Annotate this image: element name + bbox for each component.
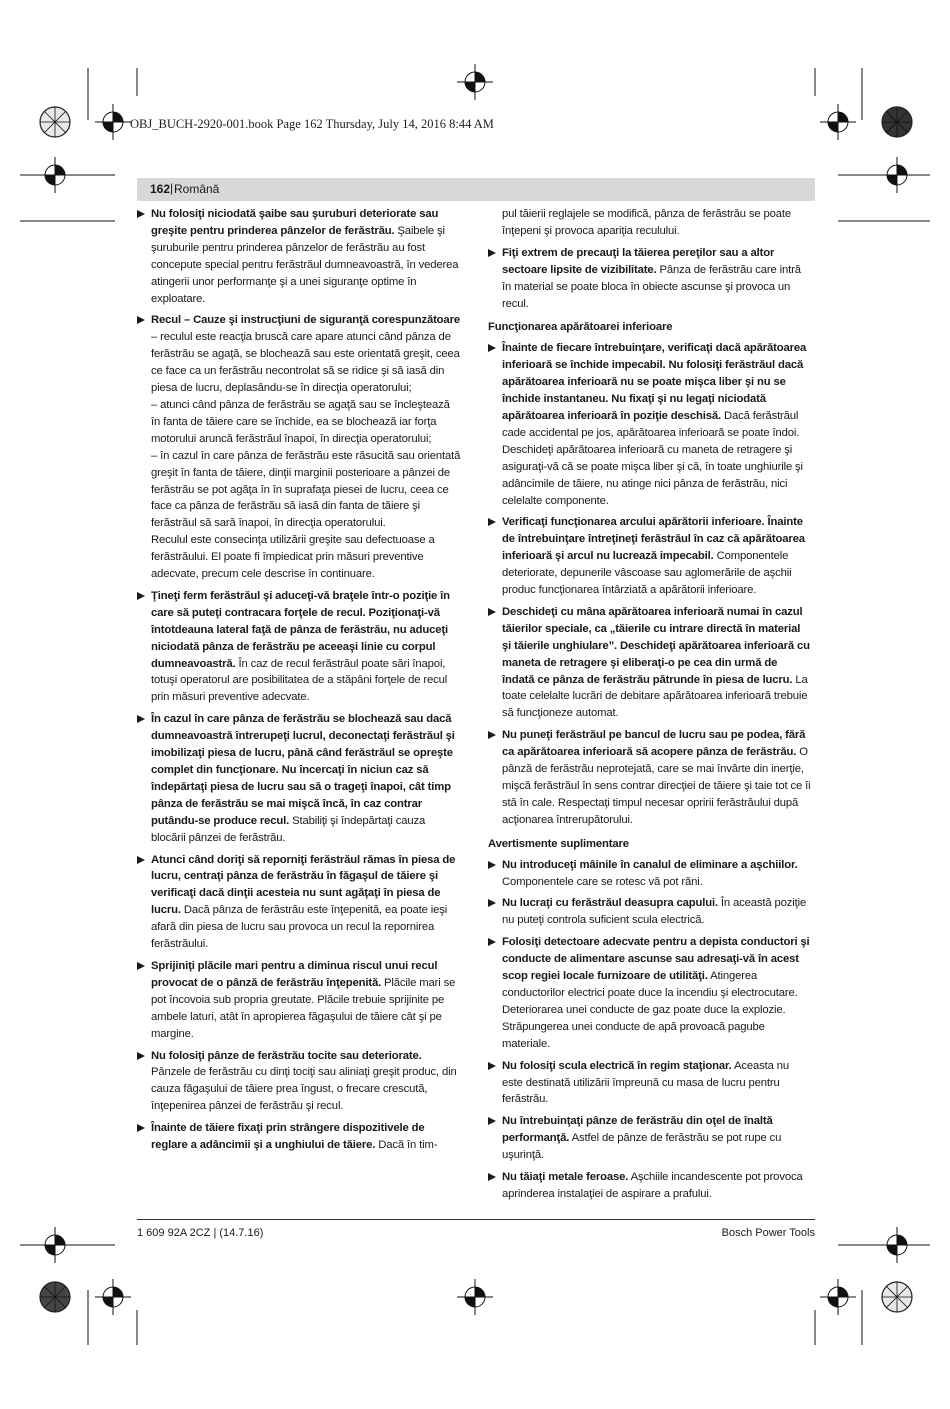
list-item: [137, 1120, 461, 1154]
item-text: Şaibele şi şuruburile pentru prinderea pânzelor de ferăstrău au fost concepute special pentru ferăstrăul dumneavoastră, în vederea atingerii unor performanţe şi a unei siguranţe optime în exploatare.: [151, 224, 459, 305]
page-language: Română: [174, 182, 220, 196]
book-info-line: OBJ_BUCH-2920-001.book Page 162 Thursday, July 14, 2016 8:44 AM: [130, 117, 494, 131]
list-item: [488, 245, 812, 313]
bullet-arrow-icon: [488, 608, 496, 616]
section-heading: Avertismente suplimentare: [488, 837, 629, 850]
recul-paragraph: – atunci când pânza de ferăstrău se agaţă sau se încleştează în fanta de tăiere care se închide, ea se blochează iar forţa motorului aruncă ferăstrăul înapoi, în direcţia operatorului;: [151, 398, 450, 445]
item-bold: Sprijiniţi plăcile mari pentru a diminua riscul unui recul provocat de o pânză de ferăstrău înţepenită.: [151, 959, 438, 989]
list-item: [488, 895, 812, 929]
item-bold: Înainte de tăiere fixaţi prin strângere dispozitivele de reglare a adâncimii şi a unghiului de tăiere.: [151, 1122, 425, 1152]
item-text: O pânză de ferăstrău neprotejată, care se mai învârte din inerţie, mişcă ferăstrăul în sens contrar direcţiei de tăiere şi taie tot ce îi stă în cale. Respectaţi timpul necesar opririi ferăstrăului după acţionarea întrerupătorului.: [502, 746, 811, 826]
item-text: Pânzele de ferăstrău cu dinţi tociţi sau aliniaţi greşit produc, din cauza făgaşului de tăiere prea îngust, o frecare crescută, înţepenirea pânzei de ferăstrău şi recul.: [151, 1066, 457, 1113]
recul-paragraph: – în cazul în care pânza de ferăstrău este răsucită sau orientată greşit în fanta de tăiere, dinţii marginii posterioare a pânzei de ferăstrău se pot agăţa în în suprafaţa piesei de lucru, ceea ce face ca pânza de ferăstrău să iasă din fanta de tăiere şi ferăstrăul să sară înapoi, în direcţia operatorului.: [151, 449, 461, 530]
list-item: [488, 857, 812, 891]
item-bold: Înainte de fiecare întrebuinţare, verificaţi dacă apărătoarea inferioară se închide impecabil. Nu folosiţi ferăstrăul dacă apărătoarea inferioară nu se poate mişca liber şi nu se închide instantaneu. Nu fixaţi şi nu legaţi niciodată apărătoarea inferioară în poziţie deschisă.: [502, 342, 807, 422]
item-bold: Nu tăiaţi metale feroase.: [502, 1171, 629, 1184]
bullet-arrow-icon: [137, 856, 145, 864]
bullet-arrow-icon: [488, 731, 496, 739]
item-text: Componentele deteriorate, depunerile vâscoase sau aglomerările de aşchii produc funcţionarea întârziată a apărătorii inferioare.: [502, 550, 792, 597]
footer-doc-number: 1 609 92A 2CZ | (14.7.16): [137, 1227, 264, 1239]
bullet-arrow-icon: [488, 249, 496, 257]
item-text: Dacă pânza de ferăstrău este înţepenită, ea poate ieşi afară din piesa de lucru sau provoca un recul la repornirea ferăstrăului.: [151, 904, 448, 951]
bullet-arrow-icon: [137, 592, 145, 600]
page-number: 162: [150, 182, 171, 196]
list-item: [488, 934, 812, 1052]
footer-brand: Bosch Power Tools: [721, 1227, 815, 1239]
item-text: Aceasta nu este destinată utilizării împreună cu masa de lucru pentru ferăstrău.: [502, 1059, 790, 1106]
item-bold: Nu folosiţi niciodată şaibe sau şuruburi deteriorate sau greşite pentru prinderea pânzelor de ferăstrău.: [151, 208, 439, 237]
item-bold: Nu introduceţi mâinile în canalul de eliminare a aşchiilor.: [502, 858, 798, 871]
item-text: Componentele care se rotesc vă pot răni.: [502, 875, 703, 888]
list-item: [137, 312, 461, 329]
continuation-text: pul tăierii reglajele se modifică, pânza de ferăstrău se poate înţepeni şi provoca apariţia reculului.: [502, 208, 791, 237]
bullet-arrow-icon: [137, 715, 145, 723]
section-heading: Funcţionarea apărătoarei inferioare: [488, 321, 673, 334]
bullet-arrow-icon: [488, 861, 496, 869]
page-header: [137, 178, 815, 201]
bullet-arrow-icon: [488, 1173, 496, 1181]
item-text: Dacă în tim-: [375, 1139, 438, 1152]
bullet-arrow-icon: [488, 1062, 496, 1070]
bullet-arrow-icon: [488, 899, 496, 907]
bullet-arrow-icon: [137, 1052, 145, 1060]
item-bold: Nu întrebuinţaţi pânze de ferăstrău din oţel de înaltă performanţă.: [502, 1115, 773, 1145]
list-item: [488, 1113, 812, 1164]
item-text: Stabiliţi şi îndepărtaţi cauza blocării pânzei de ferăstrău.: [151, 814, 426, 844]
bullet-arrow-icon: [137, 962, 145, 970]
item-text: Plăcile mari se pot încovoia sub propria greutate. Plăcile trebuie sprijinite pe ambele laturi, atât în apropierea făgaşului de tăiere cât şi pe margine.: [151, 976, 456, 1040]
list-item: [137, 206, 461, 307]
item-bold: Recul – Cauze şi instrucţiuni de siguranţă corespunzătoare: [151, 314, 460, 327]
bullet-arrow-icon: [488, 344, 496, 352]
right-column: [488, 206, 812, 1208]
bullet-arrow-icon: [488, 518, 496, 526]
item-bold: Nu lucraţi cu ferăstrăul deasupra capului.: [502, 897, 718, 910]
list-item: [137, 1048, 461, 1116]
item-text: În această poziţie nu puteţi controla suficient scula electrică.: [502, 897, 807, 927]
list-item: [488, 1169, 812, 1203]
item-bold: Nu folosiţi pânze de ferăstrău tocite sau deteriorate.: [151, 1049, 422, 1062]
list-item: [137, 588, 461, 706]
item-text: Aşchiile incandescente pot provoca aprinderea instalaţiei de aspirare a prafului.: [502, 1171, 803, 1200]
list-item: [488, 340, 812, 509]
bullet-arrow-icon: [137, 1124, 145, 1132]
bullet-arrow-icon: [488, 1117, 496, 1125]
item-text: La toate celelalte lucrări de debitare apărătoarea inferioară trebuie să funcţioneze automat.: [502, 673, 808, 720]
list-item: [488, 604, 812, 722]
list-item: [137, 711, 461, 846]
left-column: [137, 206, 461, 1159]
recul-paragraph: Reculul este consecinţa utilizării greşite sau defectuoase a ferăstrăului. El poate fi împiedicat prin măsuri preventive adecvate, precum cele descrise în continuare.: [151, 534, 435, 581]
item-bold: În cazul în care pânza de ferăstrău se blochează sau dacă dumneavoastră întrerupeţi lucrul, deconectaţi ferăstrăul şi imobilizaţi piesa de lucru, până când ferăstrăul se opreşte complet din funcţionare. Nu încercaţi în niciun caz să îndepărtaţi piesa de lucru sau să o trageţi înapoi, cât timp pânza de ferăstrău se mai mişcă încă, în caz contrar putându-se produce recul.: [151, 713, 455, 827]
list-item: [137, 852, 461, 953]
item-bold: Nu puneţi ferăstrăul pe bancul de lucru sau pe podea, fără ca apărătoarea inferioară să acopere pânza de ferăstrău.: [502, 729, 806, 759]
footer-rule: [137, 1219, 815, 1220]
item-bold: Verificaţi funcţionarea arcului apărătorii inferioare. Înainte de întrebuinţare întreţineţi ferăstrăul în caz că apărătoarea inferioară şi arcul nu lucrează impecabil.: [502, 516, 805, 563]
item-text: Astfel de pânze de ferăstrău se pot rupe cu uşurinţă.: [502, 1132, 782, 1162]
recul-paragraph: – reculul este reacţia bruscă care apare atunci când pânza de ferăstrău se agaţă, se blochează sau este orientată greşit, ceea ce face ca un ferăstrău necontrolat să se ridice şi să iasă din piesa de lucru, deplasându-se în direcţia operatorului;: [151, 331, 460, 395]
header-separator: |: [170, 181, 174, 195]
item-text: Dacă ferăstrăul cade accidental pe jos, apărătoarea inferioară se poate îndoi. Deschideţi apărătoarea inferioară cu maneta de retragere şi asiguraţi-vă că se poate mişca liber şi că, în toate unghiurile şi adâncimile de tăiere, nu atinge nici pânza de ferăstrău, nici celelalte componente.: [502, 409, 803, 507]
item-text: În caz de recul ferăstrăul poate sări înapoi, totuşi operatorul are posibilitatea de a stăpâni forţele de recul prin măsuri preventive adecvate.: [151, 657, 448, 704]
bullet-arrow-icon: [137, 316, 145, 324]
item-bold: Folosiţi detectoare adecvate pentru a depista conductori şi conducte de alimentare ascunse sau adresaţi-vă în acest scop regiei locale furnizoare de utilităţi.: [502, 936, 810, 983]
list-item: [488, 1058, 812, 1109]
list-item: [488, 514, 812, 599]
item-bold: Ţineţi ferm ferăstrăul şi aduceţi-vă braţele într-o poziţie în care să puteţi contracara forţele de recul. Poziţionaţi-vă întotdeauna lateral faţă de pânza de ferăstrău, nu aduceţi niciodată pânza de ferăstrău pe aceeaşi linie cu corpul dumneavoastră.: [151, 589, 450, 670]
list-item: [488, 727, 812, 828]
item-bold: Deschideţi cu mâna apărătoarea inferioară numai în cazul tăierilor speciale, ca „tăierile cu intrare directă în material şi tăierile unghiulare”. Deschideţi apărătoarea inferioară cu maneta de retragere şi eliberaţi-o pe cea din urmă de îndată ce pânza de ferăstrău pătrunde în piesa de lucru.: [502, 605, 810, 686]
item-text: Atingerea conductorilor electrici poate duce la incendiu şi electrocutare. Deteriorarea unei conducte de gaz poate duce la explozie. Străpungerea unei conducte de apă provoacă pagube materiale.: [502, 970, 798, 1050]
bullet-arrow-icon: [137, 210, 145, 218]
item-text: Pânza de ferăstrău care intră în material se poate bloca în obiecte ascunse şi provoca un recul.: [502, 263, 801, 310]
bullet-arrow-icon: [488, 938, 496, 946]
list-item: [137, 958, 461, 1043]
item-bold: Fiţi extrem de precauţi la tăierea pereţilor sau a altor sectoare lipsite de vizibilitate.: [502, 246, 775, 276]
item-bold: Atunci când doriţi să reporniţi ferăstrăul rămas în piesa de lucru, centraţi pânza de ferăstrău în făgaşul de tăiere şi verificaţi dacă dinţii acesteia nu sunt agăţaţi în piesa de lucru.: [151, 853, 456, 917]
item-bold: Nu folosiţi scula electrică în regim staţionar.: [502, 1059, 732, 1072]
